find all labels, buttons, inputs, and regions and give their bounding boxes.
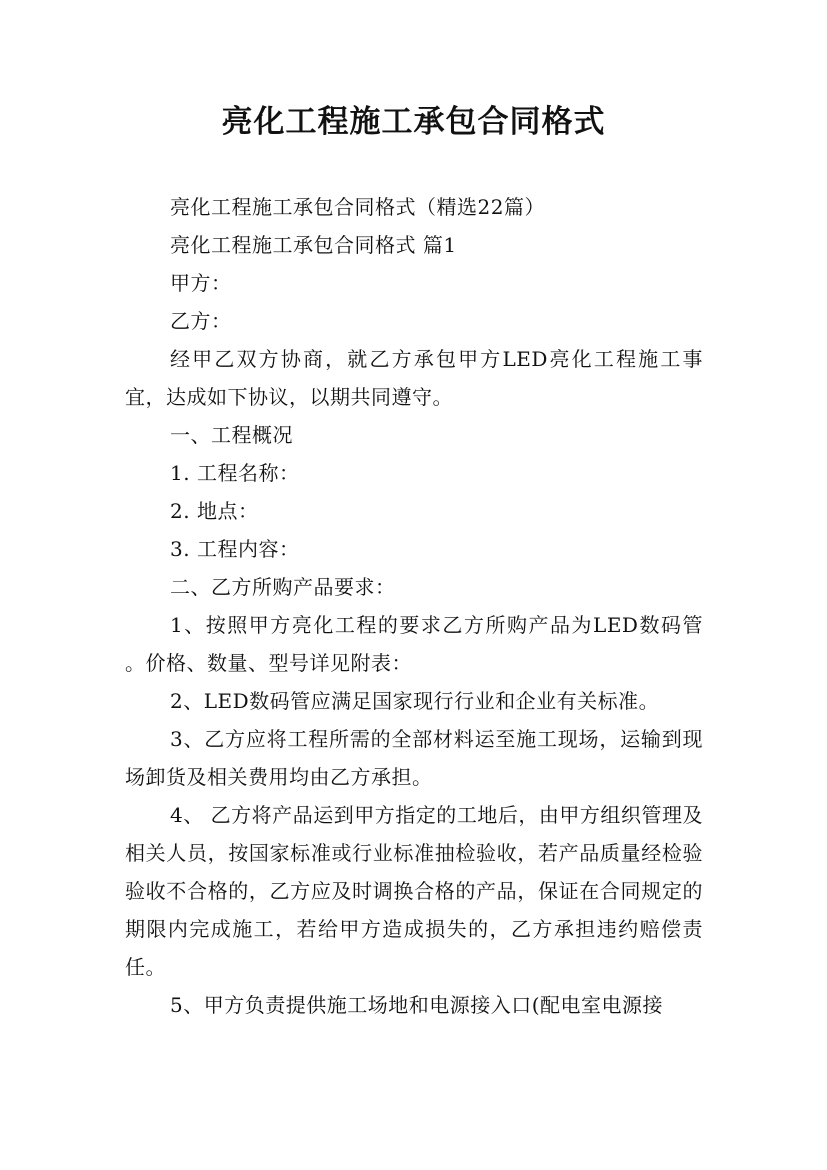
paragraph-location: 2. 地点： [170,499,259,523]
paragraph-subtitle: 亮化工程施工承包合同格式（精选22篇） [170,195,545,219]
paragraph-clause-3: 3、乙方应将工程所需的全部材料运至施工现场，运输到现场卸货及相关费用均由乙方承担。 [125,727,703,789]
paragraph-clause-2: 2、LED数码管应满足国家现行行业和企业有关标准。 [170,689,660,713]
paragraph-intro: 经甲乙双方协商，就乙方承包甲方LED亮化工程施工事宜，达成如下协议，以期共同遵守。 [125,347,703,409]
paragraph-clause-5: 5、甲方负责提供施工场地和电源接入口(配电室电源接 [170,993,664,1017]
paragraph-product-heading: 二、乙方所购产品要求： [170,575,396,599]
paragraph-section-heading: 亮化工程施工承包合同格式 篇1 [170,233,457,257]
paragraph-clause-4: 4、 乙方将产品运到甲方指定的工地后，由甲方组织管理及相关人员，按国家标准或行业标准抽检验收，若产品质量经检验验收不合格的，乙方应及时调换合格的产品，保证在合同规定的期限内完成施工，若给甲方造成损失的，乙方承担违约赔偿责任。 [125,803,703,979]
document-title: 亮化工程施工承包合同格式 [221,104,606,140]
paragraph-party-b: 乙方： [170,309,232,333]
document-body [125,188,703,1024]
paragraph-project-content: 3. 工程内容： [170,537,300,561]
paragraph-party-a: 甲方： [170,271,232,295]
paragraph-clause-1: 1、按照甲方亮化工程的要求乙方所购产品为LED数码管 。价格、数量、型号详见附表： [125,613,703,675]
paragraph-project-name: 1. 工程名称： [170,461,300,485]
paragraph-overview-heading: 一、工程概况 [170,423,293,447]
